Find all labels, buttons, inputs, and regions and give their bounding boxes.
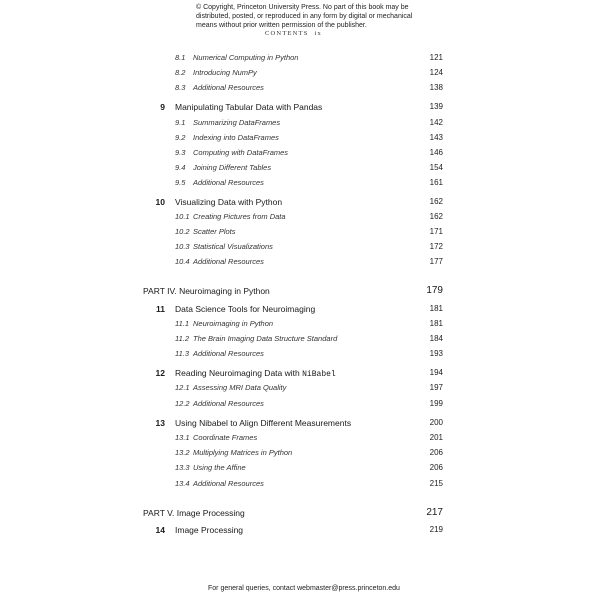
section-title: Additional Resources (193, 83, 264, 92)
toc-section-row[interactable] (175, 53, 443, 65)
toc-section-row[interactable] (175, 68, 443, 80)
toc-chapter-row[interactable] (145, 418, 443, 430)
chapter-number: 11 (156, 304, 165, 314)
section-number: 11.3 (175, 349, 190, 358)
page-number: 179 (426, 285, 443, 296)
chapter-title-text: Image Processing (175, 525, 244, 535)
page-number: 197 (429, 383, 443, 392)
chapter-title (175, 368, 336, 379)
chapter-title (175, 102, 322, 112)
section-title: Additional Resources (193, 399, 264, 408)
chapter-title-text: Reading Neuroimaging Data with (175, 368, 300, 378)
part-title: PART IV. Neuroimaging in Python (143, 286, 270, 296)
page-number: 215 (429, 479, 443, 488)
page-number: 219 (429, 525, 443, 534)
toc-section-row[interactable] (175, 83, 443, 95)
page-number: 177 (429, 257, 443, 266)
section-number: 8.3 (175, 83, 186, 92)
section-title: Creating Pictures from Data (193, 212, 286, 221)
page-number: 162 (429, 197, 443, 206)
toc-section-row[interactable] (175, 334, 443, 346)
toc-chapter-row[interactable] (145, 304, 443, 316)
section-number: 10.4 (175, 257, 190, 266)
section-title: Summarizing DataFrames (193, 118, 281, 127)
section-title: Additional Resources (193, 479, 264, 488)
chapter-title-code: NiBabel (302, 370, 336, 379)
toc-section-row[interactable] (175, 257, 443, 269)
toc-section-row[interactable] (175, 227, 443, 239)
page-number: 143 (429, 133, 443, 142)
section-title: The Brain Imaging Data Structure Standard (193, 334, 338, 343)
page-number: 172 (429, 242, 443, 251)
header-page-number: ix (314, 30, 323, 37)
toc-section-row[interactable] (175, 319, 443, 331)
section-number: 11.2 (175, 334, 190, 343)
toc-section-row[interactable] (175, 118, 443, 130)
section-title: Additional Resources (193, 349, 264, 358)
chapter-title-text: Visualizing Data with Python (175, 197, 283, 207)
page-number: 193 (429, 349, 443, 358)
section-number: 12.1 (175, 383, 190, 392)
chapter-number: 13 (155, 418, 165, 428)
section-title: Computing with DataFrames (193, 148, 289, 157)
page-number: 146 (429, 148, 443, 157)
chapter-title (175, 418, 351, 428)
page-number: 124 (429, 68, 443, 77)
section-number: 10.2 (175, 227, 190, 236)
section-title: Using the Affine (193, 463, 246, 472)
toc-section-row[interactable] (175, 133, 443, 145)
section-title: Joining Different Tables (193, 163, 272, 172)
page-number: 206 (429, 448, 443, 457)
chapter-number: 12 (155, 368, 165, 378)
toc-part-row[interactable] (143, 286, 443, 298)
section-number: 13.4 (175, 479, 190, 488)
toc-section-row[interactable] (175, 383, 443, 395)
page-number: 206 (429, 463, 443, 472)
copyright-notice: © Copyright, Princeton University Press. No part of this book may be distributed, posted, or reproduced in any form by digital or mechanical means without prior written permission of the publisher. (196, 4, 413, 29)
page-number: 154 (429, 163, 443, 172)
page-number: 139 (429, 102, 443, 111)
toc-section-row[interactable] (175, 163, 443, 175)
section-number: 8.2 (175, 68, 186, 77)
chapter-number: 14 (155, 525, 165, 535)
page-number: 184 (429, 334, 443, 343)
section-number: 13.3 (175, 463, 190, 472)
section-title: Assessing MRI Data Quality (193, 383, 287, 392)
chapter-number: 10 (155, 197, 165, 207)
section-title: Statistical Visualizations (193, 242, 273, 251)
section-title: Indexing into DataFrames (193, 133, 279, 142)
toc-section-row[interactable] (175, 479, 443, 491)
section-number: 9.1 (175, 118, 186, 127)
page-number: 162 (429, 212, 443, 221)
section-title: Multiplying Matrices in Python (193, 448, 293, 457)
toc-chapter-row[interactable] (145, 197, 443, 209)
page-number: 200 (429, 418, 443, 427)
toc-section-row[interactable] (175, 349, 443, 361)
page-number: 138 (429, 83, 443, 92)
section-number: 9.3 (175, 148, 186, 157)
section-number: 9.4 (175, 163, 186, 172)
chapter-title-text: Data Science Tools for Neuroimaging (175, 304, 316, 314)
page-number: 199 (429, 399, 443, 408)
chapter-title (175, 304, 315, 314)
section-number: 10.1 (175, 212, 190, 221)
page-number: 142 (429, 118, 443, 127)
section-number: 12.2 (175, 399, 190, 408)
page-number: 181 (429, 319, 443, 328)
section-title: Numerical Computing in Python (193, 53, 299, 62)
page-number: 161 (429, 178, 443, 187)
toc-chapter-row[interactable] (145, 102, 443, 114)
toc-section-row[interactable] (175, 148, 443, 160)
toc-chapter-row[interactable] (145, 368, 443, 380)
section-title: Scatter Plots (193, 227, 236, 236)
section-number: 13.2 (175, 448, 190, 457)
section-title: Introducing NumPy (193, 68, 257, 77)
page-number: 217 (426, 507, 443, 518)
toc-section-row[interactable] (175, 212, 443, 224)
section-number: 9.2 (175, 133, 186, 142)
page-number: 121 (429, 53, 443, 62)
section-number: 11.1 (175, 319, 190, 328)
page-number: 194 (429, 368, 443, 377)
chapter-title-text: Using Nibabel to Align Different Measurements (175, 418, 352, 428)
section-number: 10.3 (175, 242, 190, 251)
chapter-title (175, 525, 243, 535)
section-title: Additional Resources (193, 178, 264, 187)
page-number: 181 (429, 304, 443, 313)
header-label: CONTENTS (265, 30, 309, 37)
toc-section-row[interactable] (175, 463, 443, 475)
toc-section-row[interactable] (175, 433, 443, 445)
section-number: 13.1 (175, 433, 190, 442)
part-title: PART V. Image Processing (143, 508, 245, 518)
chapter-title-text: Manipulating Tabular Data with Pandas (175, 102, 323, 112)
page-number: 171 (429, 227, 443, 236)
chapter-title (175, 197, 282, 207)
page-number: 201 (429, 433, 443, 442)
section-title: Coordinate Frames (193, 433, 258, 442)
section-number: 9.5 (175, 178, 186, 187)
section-title: Additional Resources (193, 257, 264, 266)
footer-contact: For general queries, contact webmaster@press.princeton.edu (208, 585, 400, 592)
toc-section-row[interactable] (175, 178, 443, 190)
section-number: 8.1 (175, 53, 186, 62)
toc-section-row[interactable] (175, 242, 443, 254)
section-title: Neuroimaging in Python (193, 319, 274, 328)
toc-section-row[interactable] (175, 448, 443, 460)
toc-section-row[interactable] (175, 399, 443, 411)
running-header (265, 30, 322, 37)
toc-chapter-row[interactable] (145, 525, 443, 537)
toc-part-row[interactable] (143, 508, 443, 520)
chapter-number: 9 (160, 102, 165, 112)
